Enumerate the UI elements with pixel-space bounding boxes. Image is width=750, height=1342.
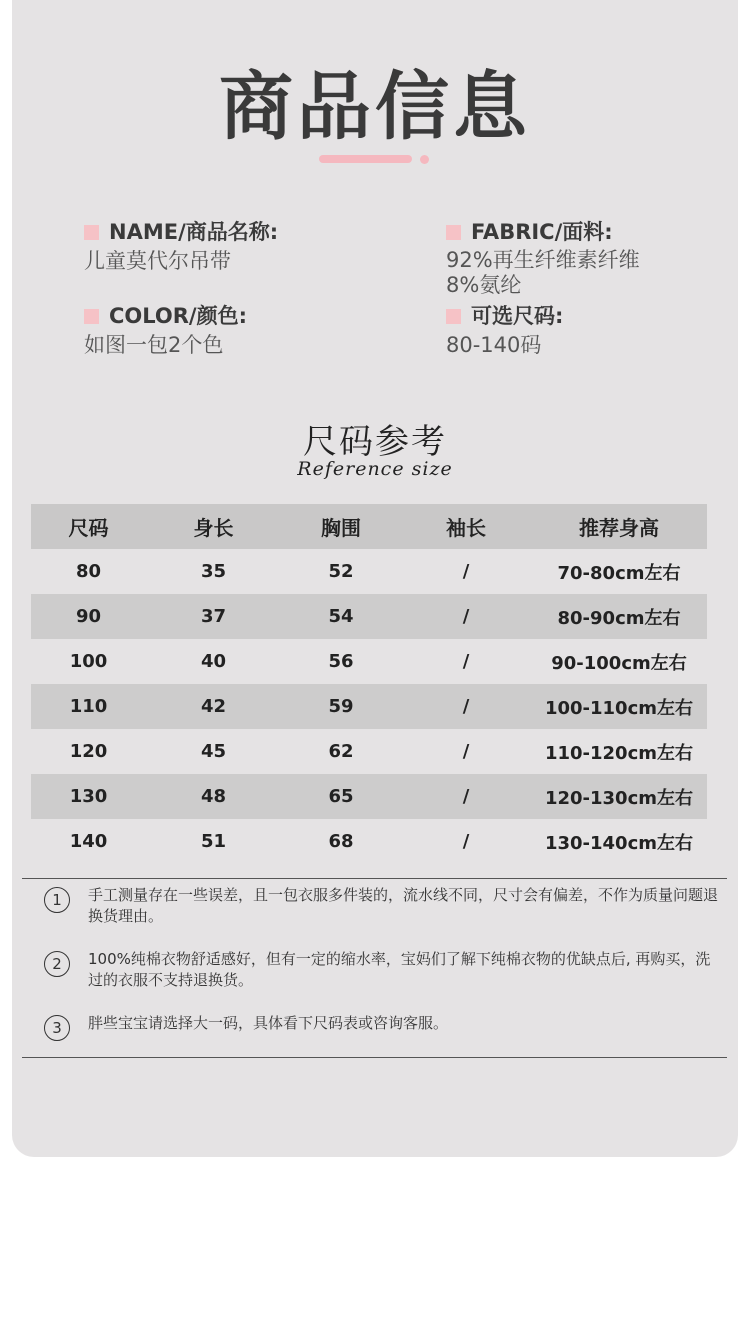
info-fabric bbox=[446, 218, 640, 298]
table-cell: 42 bbox=[146, 684, 281, 729]
bullet-square-icon bbox=[446, 225, 461, 240]
table-cell: 90 bbox=[31, 594, 146, 639]
note-text: 胖些宝宝请选择大一码，具体看下尺码表或咨询客服。 bbox=[88, 1014, 449, 1032]
table-cell: 80 bbox=[75, 561, 102, 582]
table-cell: 35 bbox=[200, 561, 227, 582]
table-cell: / bbox=[462, 831, 470, 852]
table-cell: 120-130cm左右 bbox=[531, 774, 707, 819]
table-row bbox=[31, 549, 707, 594]
title-underline-bar bbox=[319, 155, 412, 163]
size-reference-title: 尺码参考 bbox=[303, 422, 447, 462]
table-cell: 62 bbox=[328, 741, 354, 762]
bullet-square-icon bbox=[84, 225, 99, 240]
note-text: 100%纯棉衣物舒适感好，但有一定的缩水率，宝妈们了解下纯棉衣物的优缺点后, 再购买，洗过的衣服不支持退换货。 bbox=[88, 950, 711, 989]
size-reference-subtitle: Reference size bbox=[297, 458, 453, 480]
table-row bbox=[31, 684, 707, 729]
table-header-cell: 尺码 bbox=[31, 504, 146, 549]
info-name bbox=[84, 218, 278, 274]
table-cell: / bbox=[401, 684, 531, 729]
table-header-cell: 推荐身高 bbox=[531, 504, 707, 549]
circled-number-icon: 2 bbox=[44, 951, 70, 977]
title-underline-dot bbox=[420, 155, 429, 164]
table-cell: 100-110cm左右 bbox=[531, 684, 707, 729]
table-header-row bbox=[31, 504, 707, 549]
info-size-range-value: 80-140码 bbox=[446, 333, 542, 357]
table-row bbox=[31, 594, 707, 639]
circled-number-icon: 1 bbox=[44, 887, 70, 913]
page-title: 商品信息 bbox=[219, 64, 531, 150]
table-cell: 110 bbox=[31, 684, 146, 729]
table-cell: 37 bbox=[146, 594, 281, 639]
table-cell: 45 bbox=[200, 741, 227, 762]
table-row bbox=[31, 774, 707, 819]
note-text: 手工测量存在一些误差，且一包衣服多件装的，流水线不同，尺寸会有偏差，不作为质量问题退换货理由。 bbox=[88, 886, 719, 925]
table-header-cell: 身长 bbox=[146, 504, 281, 549]
fabric-line: 92%再生纤维素纤维 bbox=[446, 248, 640, 272]
table-cell: 48 bbox=[146, 774, 281, 819]
info-size-range-label: 可选尺码: bbox=[471, 304, 564, 328]
info-name-label: NAME/商品名称: bbox=[109, 220, 279, 244]
table-cell: 59 bbox=[281, 684, 401, 729]
info-color bbox=[84, 302, 247, 358]
info-fabric-value bbox=[446, 248, 640, 298]
table-cell: 100 bbox=[69, 651, 108, 672]
info-color-value: 如图一包2个色 bbox=[84, 333, 224, 357]
note-item bbox=[44, 949, 719, 991]
table-row bbox=[31, 819, 707, 864]
table-cell: 110-120cm左右 bbox=[544, 742, 694, 764]
info-fabric-label: FABRIC/面料: bbox=[471, 220, 613, 244]
info-name-value: 儿童莫代尔吊带 bbox=[84, 249, 231, 273]
table-cell: 52 bbox=[328, 561, 354, 582]
table-cell: 70-80cm左右 bbox=[557, 562, 681, 584]
circled-number-icon: 3 bbox=[44, 1015, 70, 1041]
table-cell: 51 bbox=[200, 831, 227, 852]
table-cell: / bbox=[462, 741, 470, 762]
table-cell: 90-100cm左右 bbox=[551, 652, 687, 674]
table-cell: 65 bbox=[281, 774, 401, 819]
table-cell: / bbox=[462, 561, 470, 582]
table-cell: 40 bbox=[200, 651, 227, 672]
table-header-cell: 胸围 bbox=[281, 504, 401, 549]
product-info-card bbox=[12, 0, 738, 1157]
info-color-label: COLOR/颜色: bbox=[109, 304, 247, 328]
table-cell: / bbox=[401, 594, 531, 639]
table-cell: / bbox=[401, 774, 531, 819]
note-item bbox=[44, 885, 719, 927]
bullet-square-icon bbox=[84, 309, 99, 324]
note-item bbox=[44, 1013, 719, 1041]
table-cell: 140 bbox=[69, 831, 108, 852]
notes-section bbox=[22, 878, 727, 1058]
table-cell: 56 bbox=[328, 651, 354, 672]
table-cell: 68 bbox=[328, 831, 354, 852]
table-header-cell: 袖长 bbox=[401, 504, 531, 549]
table-cell: / bbox=[462, 651, 470, 672]
bullet-square-icon bbox=[446, 309, 461, 324]
fabric-line: 8%氨纶 bbox=[446, 273, 522, 297]
info-size-range bbox=[446, 302, 563, 358]
table-cell: 80-90cm左右 bbox=[531, 594, 707, 639]
table-row bbox=[31, 729, 707, 774]
table-row bbox=[31, 639, 707, 684]
table-cell: 54 bbox=[281, 594, 401, 639]
table-cell: 130-140cm左右 bbox=[544, 832, 694, 854]
size-table bbox=[31, 504, 707, 864]
table-cell: 120 bbox=[69, 741, 108, 762]
table-cell: 130 bbox=[31, 774, 146, 819]
